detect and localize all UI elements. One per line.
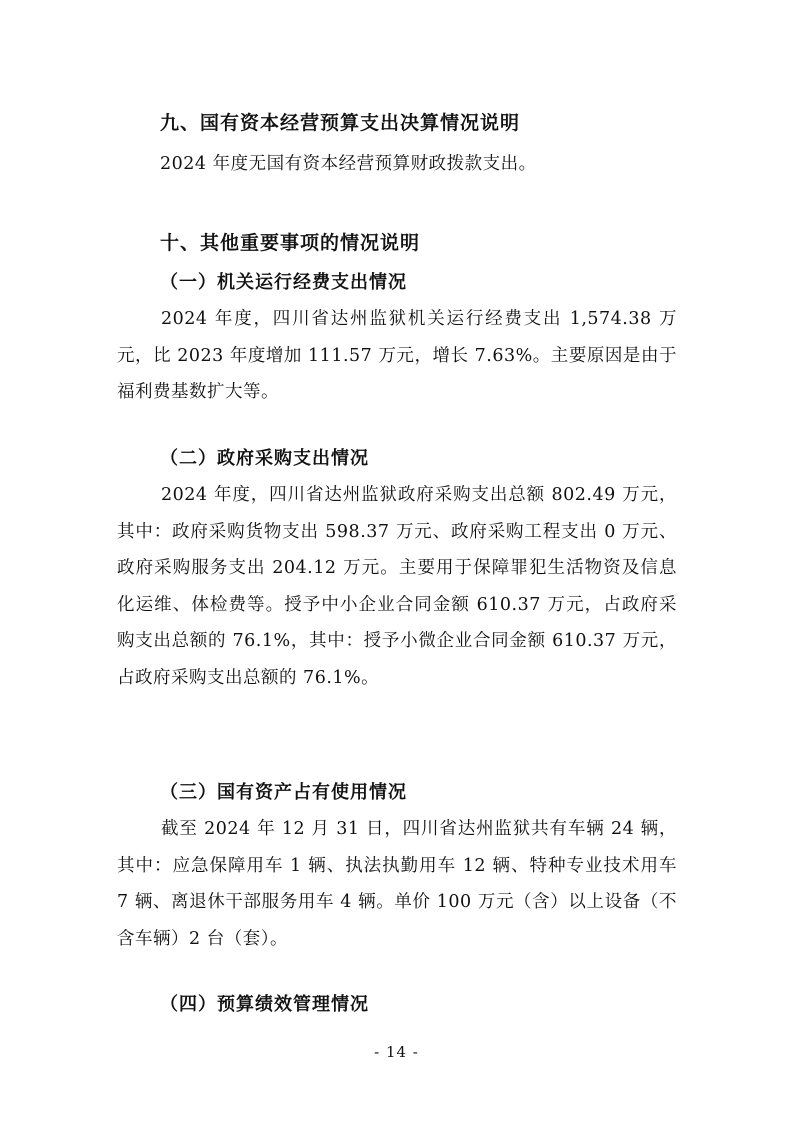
section-9-body: 2024 年度无国有资本经营预算财政拨款支出。 <box>160 154 537 174</box>
subsection-2-body: 2024 年度，四川省达州监狱政府采购支出总额 802.49 万元，其中：政府采购货物支出 598.37 万元、政府采购工程支出 0 万元、政府采购服务支出 204.12 万元。主要用于保障罪犯生活物资及信息化运维、体检费等。授予中小企业合同金额 610.37 万元，占政府采购支出总额的 76.1%，其中：授予小微企业合同金额 610.37 万元，占政府采购支出总额的 76.1%。 <box>117 485 677 688</box>
subsection-1-body: 2024 年度，四川省达州监狱机关运行经费支出 1,574.38 万元，比 2023 年度增加 111.57 万元，增长 7.63%。主要原因是由于福利费基数扩大等。 <box>117 309 677 402</box>
section-9-heading: 九、国有资本经营预算支出决算情况说明 <box>160 112 521 134</box>
subsection-2-heading: （二）政府采购支出情况 <box>160 448 369 469</box>
subsection-3-body: 截至 2024 年 12 月 31 日，四川省达州监狱共有车辆 24 辆，其中：应急保障用车 1 辆、执法执勤用车 12 辆、特种专业技术用车 7 辆、离退休干部服务用车 4 辆。单价 100 万元（含）以上设备（不含车辆）2 台（套）。 <box>117 819 677 949</box>
section-10-heading: 十、其他重要事项的情况说明 <box>160 232 421 254</box>
subsection-1-heading: （一）机关运行经费支出情况 <box>160 272 407 293</box>
subsection-3-heading: （三）国有资产占有使用情况 <box>160 782 407 803</box>
subsection-4-heading: （四）预算绩效管理情况 <box>160 994 369 1015</box>
page-number: - 14 - <box>374 1043 419 1061</box>
